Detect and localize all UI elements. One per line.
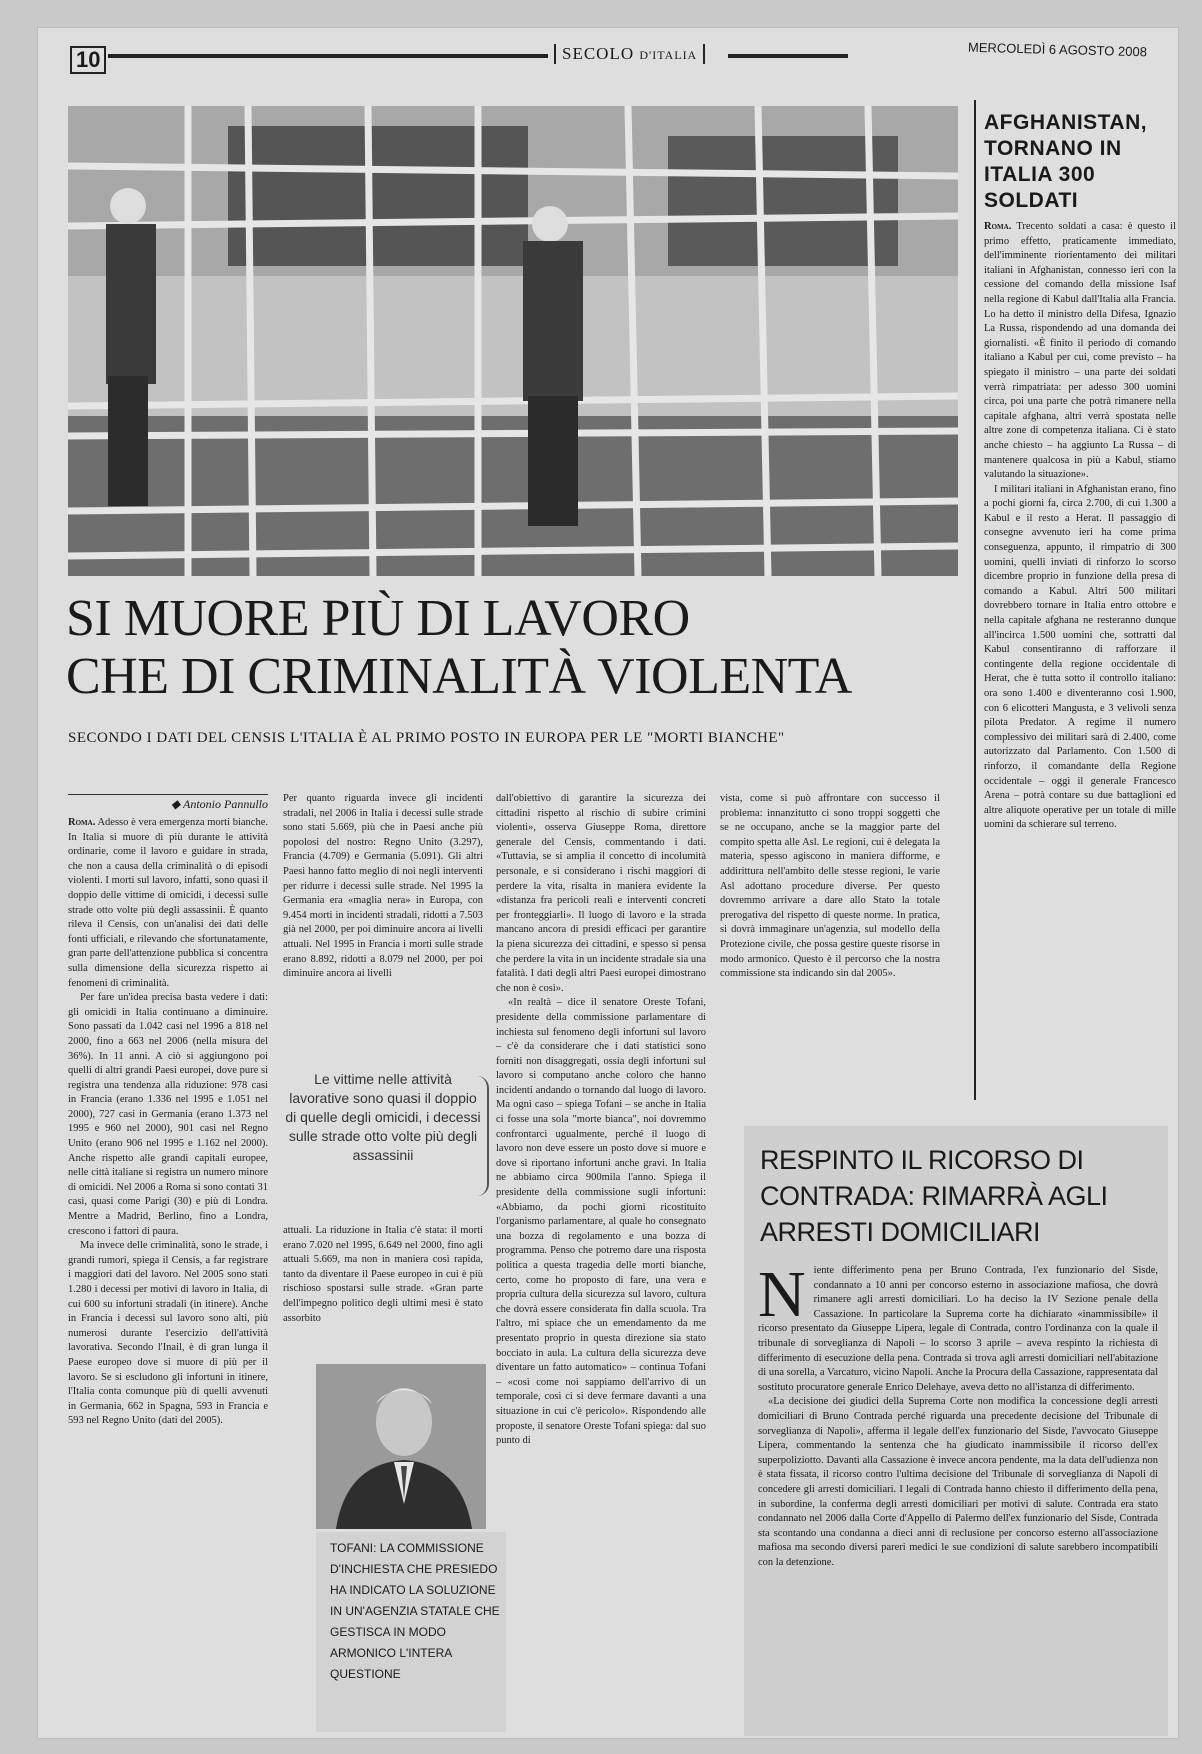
- scaffolding-photo: [68, 106, 958, 576]
- box-body: [758, 1258, 1158, 1570]
- headline-line-1: SI MUORE PIÙ DI LAVORO: [66, 590, 690, 647]
- box-title: RESPINTO IL RICORSO DI CONTRADA: RIMARRÀ AGLI ARRESTI DOMICILIARI: [760, 1145, 1108, 1247]
- headline-line-2: CHE DI CRIMINALITÀ VIOLENTA: [66, 648, 852, 705]
- article-column-4: [720, 792, 940, 1134]
- sidebar-paragraph: [984, 220, 1176, 483]
- box-paragraph: «La decisione dei giudici della Suprema Corte non modifica la concessione degli arresti domiciliari di Bruno Contrada perché riguarda una precedente decisione del Tribunale di sorveglianza di Napoli», afferma il legale dell'ex funzionario del Sisde, l'avvocato Giuseppe Lipera, commentando la sentenza che ha giudicato inammissibile il ricorso dell'ex superpoliziotto. Davanti alla Cassazione è invece ancora pendente, ma la data dell'udienza non è stata fissata, il ricorso contro l'ultima decisione del Tribunale di sorveglianza di Napoli di concedere gli arresti domiciliari. I legali di Contrada hanno chiesto il differimento della pena, in subordine, la conferma degli arresti domiciliari per motivi di salute. Contrada era stato condannato nel 2006 dalla Corte d'Appello di Palermo dell'ex funzionario del Sisde, Contrada sta scontando una condanna a dieci anni di reclusione per concorso esterno all'associazione mafiosa ma secondo diversi pareri medici le sue condizioni di salute sarebbero incompatibili con la detenzione.: [758, 1396, 1158, 1568]
- article-paragraph: attuali. La riduzione in Italia c'è stata: il morti erano 7.020 nel 1995, 6.649 nel 2000, fino agli attuali 5.669, ma non in maniera così rapida, tanto da diventare il Paese europeo in cui è più rischioso spostarsi sulle strade. «Gran parte dell'impegno politico degli ultimi mesi è stato assorbito: [283, 1225, 483, 1324]
- article-column-2: [283, 792, 483, 1054]
- newspaper-page: [38, 28, 1178, 1738]
- dateline-city: Roma.: [68, 817, 96, 828]
- sidebar-dateline-city: Roma.: [984, 221, 1012, 232]
- sidebar-article: [974, 100, 1176, 1100]
- article-column-2-continued: [283, 1224, 483, 1342]
- scaffolding-illustration: [68, 106, 958, 576]
- article-paragraph: Ma invece delle criminalità, sono le strade, i grandi rumori, spiega il Censis, a far registrare i maggiori dati del lavoro. Nel 2005 sono stati 1.280 i decessi per motivi di lavoro in Italia, di cui 600 su infortuni stradali (in itinere). Anche in Francia i decessi sul lavoro sono alti, più numerosi durante l'esercizio dell'attività lavorativa. Secondo l'Inail, è di gran lunga il Paese europeo dove si muore di più per il lavoro. Se si escludono gli infortuni in itinere, l'Italia conta comunque più di quelli avvenuti in Germania, 662 in Spagna, 593 in Francia e 593 nel Regno Unito (dati del 2005).: [68, 1240, 268, 1427]
- header-rule-left: [108, 54, 548, 58]
- issue-date: MERCOLEDÌ 6 AGOSTO 2008: [967, 39, 1148, 60]
- article-paragraph: Per fare un'idea precisa basta vedere i dati: gli omicidi in Italia continuano a diminuire. Sono passati da 1.042 casi nel 1996 a 818 nel 2000, fino a 663 nel 2006 (nella misura del 36%). In 11 anni. A ciò si aggiungono poi quelli di altri grandi Paesi europei, dove pure si registra una tendenza alla riduzione: 978 casi in Francia (erano 1.336 nel 1995 e 1.051 nel 2000), 727 casi in Germania (erano 1.373 nel 1995 e 960 nel 2000), 901 casi nel Regno Unito (erano 906 nel 1995 e 1.162 nel 2000). Anche rispetto alle grandi capitali europee, nelle città italiane si registra un numero minore di omicidi. Nel 2006 a Roma si sono contati 31 casi, quasi come Parigi (30) e più di Londra. Mentre a Madrid, Berlino, fino a Londra, crescono i fattori di paura.: [68, 992, 268, 1237]
- box-paragraph: iente differimento pena per Bruno Contrada, l'ex funzionario del Sisde, condannato a 10 anni per concorso esterno in associazione mafiosa, che dovrà rimanere agli arresti domiciliari. Lo ha deciso la IV Sezione penale della Cassazione. In particolare la Suprema corte ha dichiarato «inammissibile» il ricorso presentato da Giuseppe Lipera, legale di Contrada, contro l'ordinanza con la quale il tribunale di sorveglianza di Napoli – lo scorso 3 aprile – aveva respinto la richiesta di differimento di esecuzione della pena. Contrada si trova agli arresti domiciliari nell'abitazione di una sorella, a Varcaturo, vicino Napoli. Anche la Procura della Cassazione, rappresentata dal sostituto procuratore generale Enrico Delehaye, aveva detto no all'istanza di differimento.: [758, 1265, 1158, 1393]
- article-paragraph: Per quanto riguarda invece gli incidenti stradali, nel 2006 in Italia i decessi sulle strade sono stati 5.669, più che in Paesi anche più popolosi del nostro: Regno Unito (3.297), Francia (4.709) e Germania (5.091). Gli altri Paesi hanno fatto meglio di noi negli interventi per ridurre i decessi sulle strade. Nel 1995 la Germania era «maglia nera» in Europa, con 9.454 morti in incidenti stradali, ridotti a 7.503 già nel 2000, per poi diminuire ancora ai livelli attuali. Nel 1995 in Francia i morti sulle strade erano 8.892, ridotti a 8.079 nel 2000, per poi diminuire ancora ai livelli: [283, 793, 483, 980]
- tofani-portrait: [316, 1364, 486, 1529]
- article-paragraph: vista, come si può affrontare con successo il problema: innanzitutto ci sono troppi soggetti che se ne occupano, anche se la maggior parte del compito spetta alle Asl. Le regioni, cui è delegata la materia, spesso agiscono in maniera difforme, e addirittura nell'ambito delle stesse regioni, le varie Asl adottano procedure diverse. Per questo dovremmo arrivare a dare allo Stato la totale prerogativa del rispetto di queste norme. In pratica, si dovrà immaginare un'agenzia, sul modello della Protezione civile, che possa gestire queste risorse in modo armonico. Questo è il percorso che la nostra commissione sta indicando sin dal 2005».: [720, 793, 940, 980]
- sidebar-paragraph: I militari italiani in Afghanistan erano, fino a pochi giorni fa, circa 2.700, di cui 1.300 a Kabul e il resto a Herat. Il passaggio di consegne avvenuto ieri ha come prima conseguenza, appunto, il rimpatrio di 300 uomini, quelli inviati di rinforzo lo scorso dicembre proprio in funzione della presa di comando a Kabul. Altri 500 militari dovrebbero tornare in Italia entro ottobre e nella capitale afghana ne resteranno dunque all'incirca 1.500 uomini che, sottratti dal Kabul consentiranno di rafforzare il contingente della regione occidentale di Herat, che è tutta sotto il controllo italiano: ora sono 1.400 e diventeranno così 1.900, con 6 elicotteri Mangusta, e 3 velivoli senza pilota Predator. A regime il numero complessivo dei militari sarà di 2.400, come autorizzato dal Parlamento. Con 1.500 di rinforzo, il comandante della Regione occidentale – oggi il generale Francesco Arena – potrà contare su due battaglioni ed altre aliquote operative per un totale di mille uomini da schierare sul terreno.: [984, 483, 1176, 831]
- paragraph-text: Adesso è vera emergenza morti bianche. In Italia si muore di più durante le attività ordinarie, come il lavoro e guidare in strada, che non a causa della criminalità o di episodi violenti. I morti sul lavoro, infatti, sono quasi il doppio delle vittime di omicidi, i decessi sulle strade otto volte più degli assassinii. È quanto rileva il Censis, con un'analisi dei dati delle fonti ufficiali, e rilevando che sfortunatamente, gran parte dell'attenzione pubblica si concentra sulla dimensione della sicurezza rispetto ai fenomeni di criminalità.: [68, 817, 268, 989]
- drop-cap: N: [758, 1258, 806, 1331]
- photo-caption: TOFANI: LA COMMISSIONE D'INCHIESTA CHE PRESIEDO HA INDICATO LA SOLUZIONE IN UN'AGENZIA STATALE CHE GESTISCA IN MODO ARMONICO L'INTERA QUESTIONE: [316, 1532, 506, 1732]
- masthead-title: SECOLO: [562, 44, 635, 63]
- paragraph-text: Trecento soldati a casa: è questo il primo effetto, praticamente immediato, dell'imminente riorientamento dei militari italiani in Afghanistan, connesso ieri con la cessione del comando della missione Isaf nella regione di Kabul dall'Italia alla Francia. Lo ha detto il ministro della Difesa, Ignazio La Russa, rispondendo ad una domanda dei giornalisti. «È finito il periodo di comando italiano a Kabul per cui, come previsto – ha spiegato il ministro – una parte dei soldati verrà rimpatriata: per adesso 300 uomini circa, poi una parte che potrà rimanere nella capitale afghana, altri verrà spostata nelle altre zone di competenza italiana. Ci è stato anche chiesto – ha aggiunto La Russa – di mantenere qualcosa in più a Kabul, stiamo valutando la situazione».: [984, 221, 1176, 481]
- article-column-1: [68, 816, 268, 1734]
- header-rule-right: [728, 54, 848, 58]
- article-paragraph: [68, 816, 268, 991]
- masthead-subtitle: D'ITALIA: [639, 48, 698, 62]
- article-paragraph: dall'obiettivo di garantire la sicurezza dei cittadini rispetto al rischio di subire crimini violenti», osserva Giuseppe Roma, direttore generale del Censis, commentando i dati. «Tuttavia, se si amplia il concetto di incolumità personale, e si considerano i rischi maggiori di perdere la vita, risalta in maniera evidente la «distanza fra pericoli reali e interventi concreti per fronteggiarli». Il luogo di lavoro e la strada mancano ancora di presidi efficaci per garantire la piena sicurezza dei cittadini, e spesso si pensa che perdere la vita in un incidente stradale sia una fatalità. I dati degli altri Paesi europei dimostrano che non è così».: [496, 793, 706, 994]
- byline: ◆ Antonio Pannullo: [68, 794, 268, 812]
- sidebar-title: AFGHANISTAN, TORNANO IN ITALIA 300 SOLDATI: [984, 111, 1148, 212]
- article-paragraph: «In realtà – dice il senatore Oreste Tofani, presidente della commissione parlamentare di inchiesta sul fenomeno degli infortuni sul lavoro – c'è da considerare che i dati statistici sono forniti non disaggregati, ossia degli infortuni sul lavoro si computano anche coloro che hanno incidenti andando o tornando dal luogo di lavoro. Ma ogni caso – spiega Tofani – se anche in Italia ci fosse una sola "morte bianca", noi dovremmo confrontarci ugualmente, perché il luogo di lavoro non deve essere un posto dove si muore e dove si riportano infortuni anche gravi. In Italia ne abbiamo circa 900mila l'anno. Spiega il presidente della commissione sugli infortuni: «Abbiamo, da pochi giorni ricostituito l'organismo parlamentare, al quale ho consegnato una bozza di regolamento e una bozza di programma. Penso che potremo dare una risposta politica a questa tragedia delle morti bianche, certo, come ho proposto di fare, una vera e propria cultura della sicurezza sul lavoro, cultura che dovrà essere considerata fin dalla scuola. Tra l'altro, mi spiace che un emendamento da me presentato proprio in questa direzione sia stato bocciato in aula. La cultura della sicurezza deve diventare un fatto automatico» – continua Tofani – «così come noi sappiamo dell'arrivo di un temporale, così ci si deve fermare davanti a una situazione in cui c'è pericolo». Rispondendo alle proposte, il senatore Oreste Tofani spiega: dal suo punto di: [496, 997, 706, 1447]
- headline: [66, 590, 966, 706]
- article-column-3: [496, 792, 706, 1738]
- contrada-article-box: [744, 1126, 1168, 1736]
- subheadline: SECONDO I DATI DEL CENSIS L'ITALIA È AL PRIMO POSTO IN EUROPA PER LE "MORTI BIANCHE": [68, 730, 785, 746]
- page-number: 10: [70, 46, 106, 74]
- pull-quote: Le vittime nelle attività lavorative sono quasi il doppio di quelle degli omicidi, i decessi sulle strade otto volte più degli assassinii: [283, 1070, 483, 1210]
- sidebar-body: [984, 220, 1176, 1100]
- masthead: [554, 44, 705, 64]
- portrait-illustration: [316, 1364, 486, 1529]
